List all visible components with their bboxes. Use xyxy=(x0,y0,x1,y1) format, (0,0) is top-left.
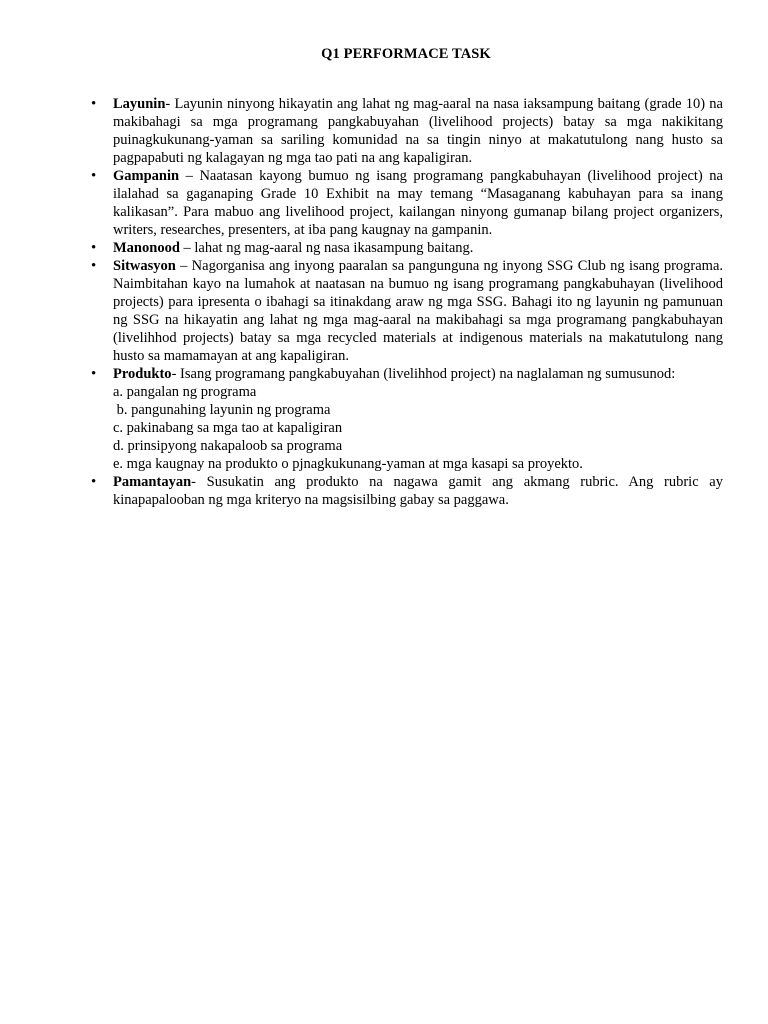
list-item-pamantayan xyxy=(113,473,723,509)
item-term: Gampanin xyxy=(113,168,180,184)
list-item-layunin xyxy=(113,95,723,167)
subitem-e: e. mga kaugnay na produkto o pjnagkukunang-yaman at mga kasapi sa proyekto. xyxy=(113,456,583,472)
subitem-c: c. pakinabang sa mga tao at kapaligiran xyxy=(113,420,343,436)
subitem-d: d. prinsipyong nakapaloob sa programa xyxy=(113,438,343,454)
item-text: Isang programang pangkabuyahan (livelihhod project) na naglalaman ng sumusunod: xyxy=(180,366,676,382)
item-term: Produkto xyxy=(113,366,172,382)
item-term: Layunin xyxy=(113,96,166,112)
item-term: Pamantayan xyxy=(113,474,192,490)
list-item-produkto xyxy=(113,365,723,473)
item-separator: - xyxy=(191,474,207,490)
item-separator: - xyxy=(171,366,181,382)
list-item-sitwasyon xyxy=(113,257,723,365)
item-text: Layunin ninyong hikayatin ang lahat ng mag-aaral na nasa iaksampung baitang (grade 10) na makibahagi sa mga programang pangkabuyahan (livelihood projects) batay sa mga nakikitang puinagkukunang-yaman sa sariling komunidad na sa tingin ninyo at makatutulong nang husto sa pagpapabuti ng kalagayan ng mga tao pati na ang kapaligiran. xyxy=(113,96,723,166)
subitem-b: b. pangunahing layunin ng programa xyxy=(113,402,331,418)
list-item-gampanin xyxy=(113,167,723,239)
item-separator: – xyxy=(175,258,192,274)
bullet-list xyxy=(113,95,723,509)
item-separator: – xyxy=(179,240,195,256)
subitem-a: a. pangalan ng programa xyxy=(113,384,257,400)
item-text: Susukatin ang produkto na nagawa gamit ang akmang rubric. Ang rubric ay kinapapalooban ng mga kriteryo na magsisilbing gabay sa paggawa. xyxy=(113,474,723,508)
list-item-manonood xyxy=(113,239,723,257)
item-text: Naatasan kayong bumuo ng isang programang pangkabuhayan (livelihood project) na ilalahad sa gaganaping Grade 10 Exhibit na may temang “Masaganang kabuhayan para sa inang kalikasan”. Para mabuo ang livelihood project, kailangan ninyong gumanap bilang project organizers, writers, researches, presenters, at iba pang kaugnay na gampanin. xyxy=(113,168,723,238)
item-text: lahat ng mag-aaral ng nasa ikasampung baitang. xyxy=(194,240,474,256)
item-text: Nagorganisa ang inyong paaralan sa pangunguna ng inyong SSG Club ng isang programa. Naimbitahan kayo na lumahok at naatasan na bumuo ng isang programang pangkabuhayan (livelihood projects) para ipresenta o ibahagi sa itinakdang araw ng mga SSG. Bahagi ito ng layunin ng pamunuan ng SSG na hikayatin ang lahat ng mga mag-aaral na makibahagi sa mga programang pangkabuhayan (livelihhod projects) batay sa mga recycled materials at indigenous materials na makatutulong nang husto sa mamamayan at ang kapaligiran. xyxy=(113,258,724,364)
item-separator: – xyxy=(179,168,200,184)
document-title: Q1 PERFORMACE TASK xyxy=(321,46,491,62)
item-term: Sitwasyon xyxy=(113,258,176,274)
item-term: Manonood xyxy=(113,240,180,256)
item-separator: - xyxy=(165,96,175,112)
